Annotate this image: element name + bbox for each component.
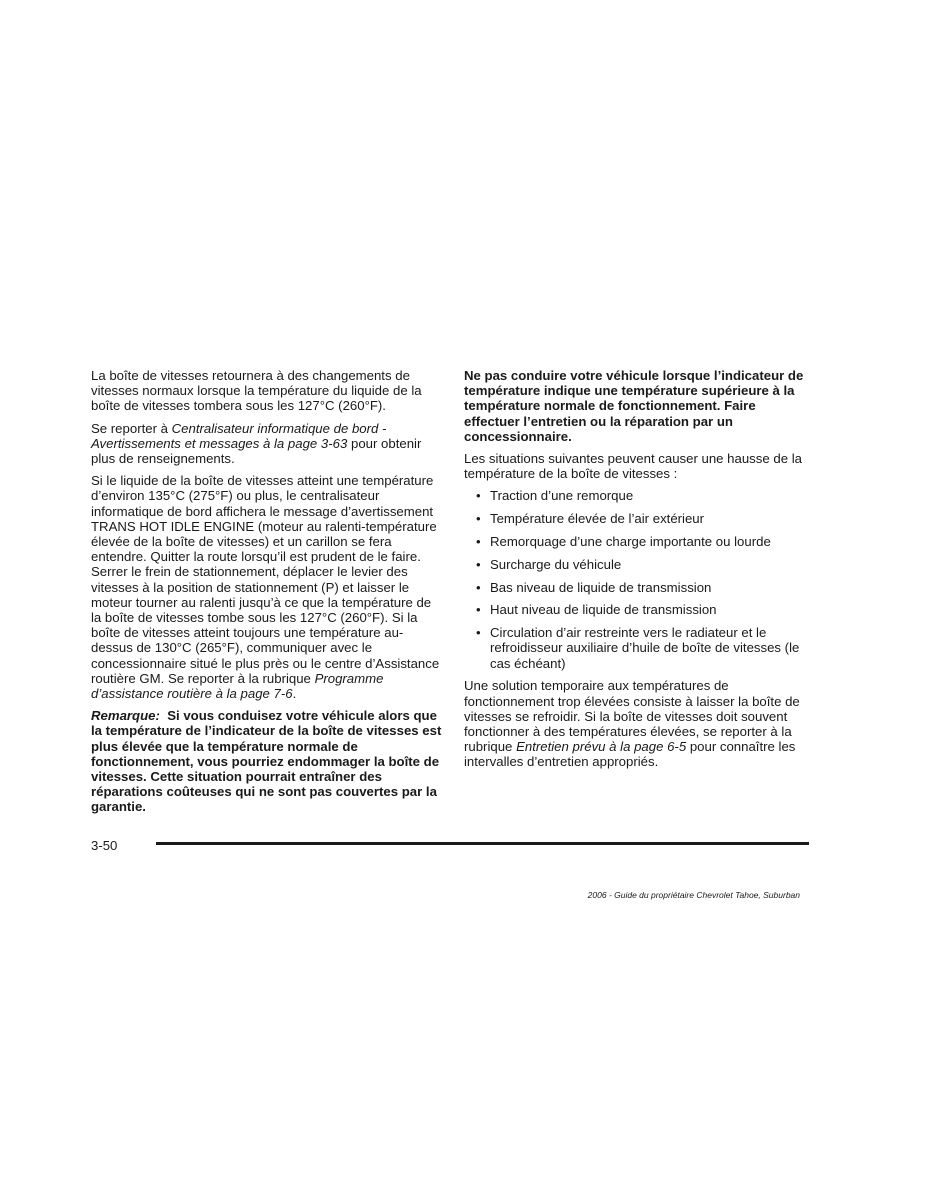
notice-block — [91, 708, 443, 814]
list-item: • Bas niveau de liquide de transmission — [476, 579, 712, 595]
list-item: • Température élevée de l’air extérieur — [476, 511, 705, 527]
notice-label: Remarque: — [91, 708, 160, 724]
left-column — [91, 368, 443, 822]
list-item: • Traction d’une remorque — [476, 488, 634, 504]
warning-paragraph: Ne pas conduire votre véhicule lorsque l’indicateur de température indique une température supérieure à la température normale de fonctionnement. Faire effectuer l’entretien ou la réparation par un concessionnaire. — [464, 368, 804, 444]
bullet-icon: • — [476, 534, 481, 550]
list-item: • Haut niveau de liquide de transmission — [476, 602, 717, 618]
see-dic-prefix: Se reporter à — [91, 420, 172, 436]
temporary-solution-end: pour connaître les intervalles d’entretien appropriés. — [464, 739, 796, 770]
trans-hot-end: . — [292, 686, 297, 702]
bullet-icon: • — [476, 602, 481, 618]
bullet-icon: • — [476, 625, 481, 641]
paragraph-see-dic — [91, 421, 443, 467]
see-dic-suffix: pour obtenir plus de renseignements. — [91, 435, 422, 467]
paragraph-trans-hot — [91, 473, 443, 701]
bullet-icon: • — [476, 556, 481, 572]
roadside-assistance-link[interactable]: Programme d’assistance routière à la page 7-6 — [91, 670, 384, 702]
temporary-solution-paragraph — [464, 678, 809, 769]
notice-text: Si vous conduisez votre véhicule alors que la température de l’indicateur de la boîte de vitesses est plus élevée que la température normale de fonctionnement, vous pourriez endommager la boîte de vitesses. Cette situation pourrait entraîner des réparations coûteuses qui ne sont pas couvertes par la garantie. — [91, 708, 442, 815]
dic-warnings-link[interactable]: Centralisateur informatique de bord - Avertissements et messages à la page 3-63 — [91, 420, 387, 451]
footer-guide-title: 2006 - Guide du propriétaire Chevrolet Tahoe, Suburban — [587, 890, 800, 900]
bullet-icon: • — [476, 579, 481, 595]
trans-hot-text: Si le liquide de la boîte de vitesses atteint une température d’environ 135°C (275°F) ou plus, le centralisateur informatique de bord affichera le message d’avertissement TRANS HOT IDLE ENGINE (moteur au ralenti-température élevée de la boîte de vitesses) et un carillon se fera entendre. Quitter la route lorsqu’il est prudent de le faire. Serrer le frein de stationnement, déplacer le levier des vitesses à la position de stationnement (P) et laisser le moteur tourner au ralenti jusqu’à ce que la température de la boîte de vitesses tombe sous les 127°C (260°F). Si la boîte de vitesses atteint toujours une température au-dessus de 130°C (265°F), communiquer avec le concessionnaire situé le plus près ou le centre d’Assistance routière GM. Se reporter à la rubrique — [91, 473, 440, 686]
scheduled-maintenance-link[interactable]: Entretien prévu à la page 6-5 — [516, 739, 687, 755]
bullet-icon: • — [476, 511, 481, 527]
list-item: • Circulation d’air restreinte vers le radiateur et le refroidisseur auxiliaire d’huile de boîte de vitesses (le cas échéant) — [476, 625, 800, 671]
bullet-icon: • — [476, 488, 481, 504]
list-item: • Surcharge du véhicule — [476, 556, 622, 572]
temporary-solution-text: Une solution temporaire aux températures de fonctionnement trop élevées consiste à laisser la boîte de vitesses se refroidir. Si la boîte de vitesses doit souvent fonctionner à des températures élevées, se reporter à la rubrique — [464, 678, 800, 755]
page-number: 3-50 — [91, 838, 118, 853]
causes-list — [464, 488, 809, 670]
causes-intro: Les situations suivantes peuvent causer une hausse de la température de la boîte de vitesses : — [464, 451, 802, 482]
list-item: • Remorquage d’une charge importante ou lourde — [476, 534, 771, 550]
right-column — [464, 368, 809, 777]
paragraph-return-normal: La boîte de vitesses retournera à des changements de vitesses normaux lorsque la température du liquide de la boîte de vitesses tombera sous les 127°C (260°F). — [91, 368, 422, 414]
footer-rule — [156, 842, 809, 845]
